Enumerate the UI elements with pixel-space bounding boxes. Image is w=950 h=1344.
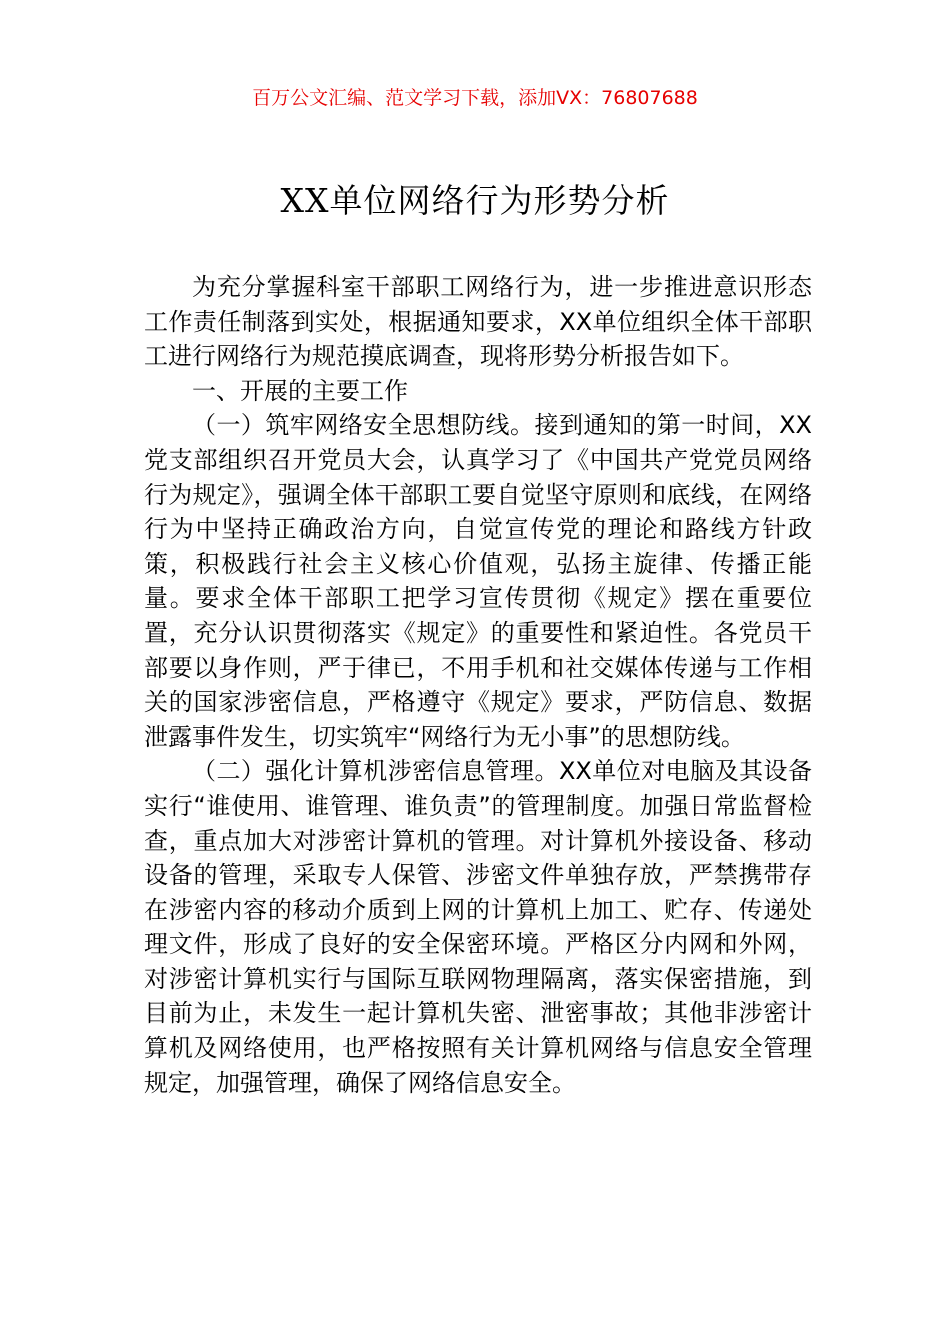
body-paragraph-1: （一）筑牢网络安全思想防线。接到通知的第一时间，XX党支部组织召开党员大会，认真学习了《中国共产党党员网络行为规定》，强调全体干部职工要自觉坚守原则和底线，在网络行为中坚持正确政治方向，自觉宣传党的理论和路线方针政策，积极践行社会主义核心价值观，弘扬主旋律、传播正能量。要求全体干部职工把学习宣传贯彻《规定》摆在重要位置，充分认识贯彻落实《规定》的重要性和紧迫性。各党员干部要以身作则，严于律已，不用手机和社交媒体传递与工作相关的国家涉密信息，严格遵守《规定》要求，严防信息、数据泄露事件发生，切实筑牢“网络行为无小事”的思想防线。 <box>144 411 812 751</box>
document-body <box>144 270 812 1100</box>
body-paragraph-2: （二）强化计算机涉密信息管理。XX单位对电脑及其设备实行“谁使用、谁管理、谁负责”的管理制度。加强日常监督检查，重点加大对涉密计算机的管理。对计算机外接设备、移动设备的管理，采取专人保管、涉密文件单独存放，严禁携带存在涉密内容的移动介质到上网的计算机上加工、贮存、传递处理文件，形成了良好的安全保密环境。严格区分内网和外网，对涉密计算机实行与国际互联网物理隔离，落实保密措施，到目前为止，未发生一起计算机失密、泄密事故；其他非涉密计算机及网络使用，也严格按照有关计算机网络与信息安全管理规定，加强管理，确保了网络信息安全。 <box>144 757 812 1097</box>
intro-paragraph: 为充分掌握科室干部职工网络行为，进一步推进意识形态工作责任制落到实处，根据通知要求，XX单位组织全体干部职工进行网络行为规范摸底调查，现将形势分析报告如下。 <box>144 273 812 371</box>
header-note: 百万公文汇编、范文学习下载，添加VX：76807688 <box>252 87 698 109</box>
document-title: XX单位网络行为形势分析 <box>280 181 670 220</box>
section-heading: 一、开展的主要工作 <box>192 376 408 405</box>
